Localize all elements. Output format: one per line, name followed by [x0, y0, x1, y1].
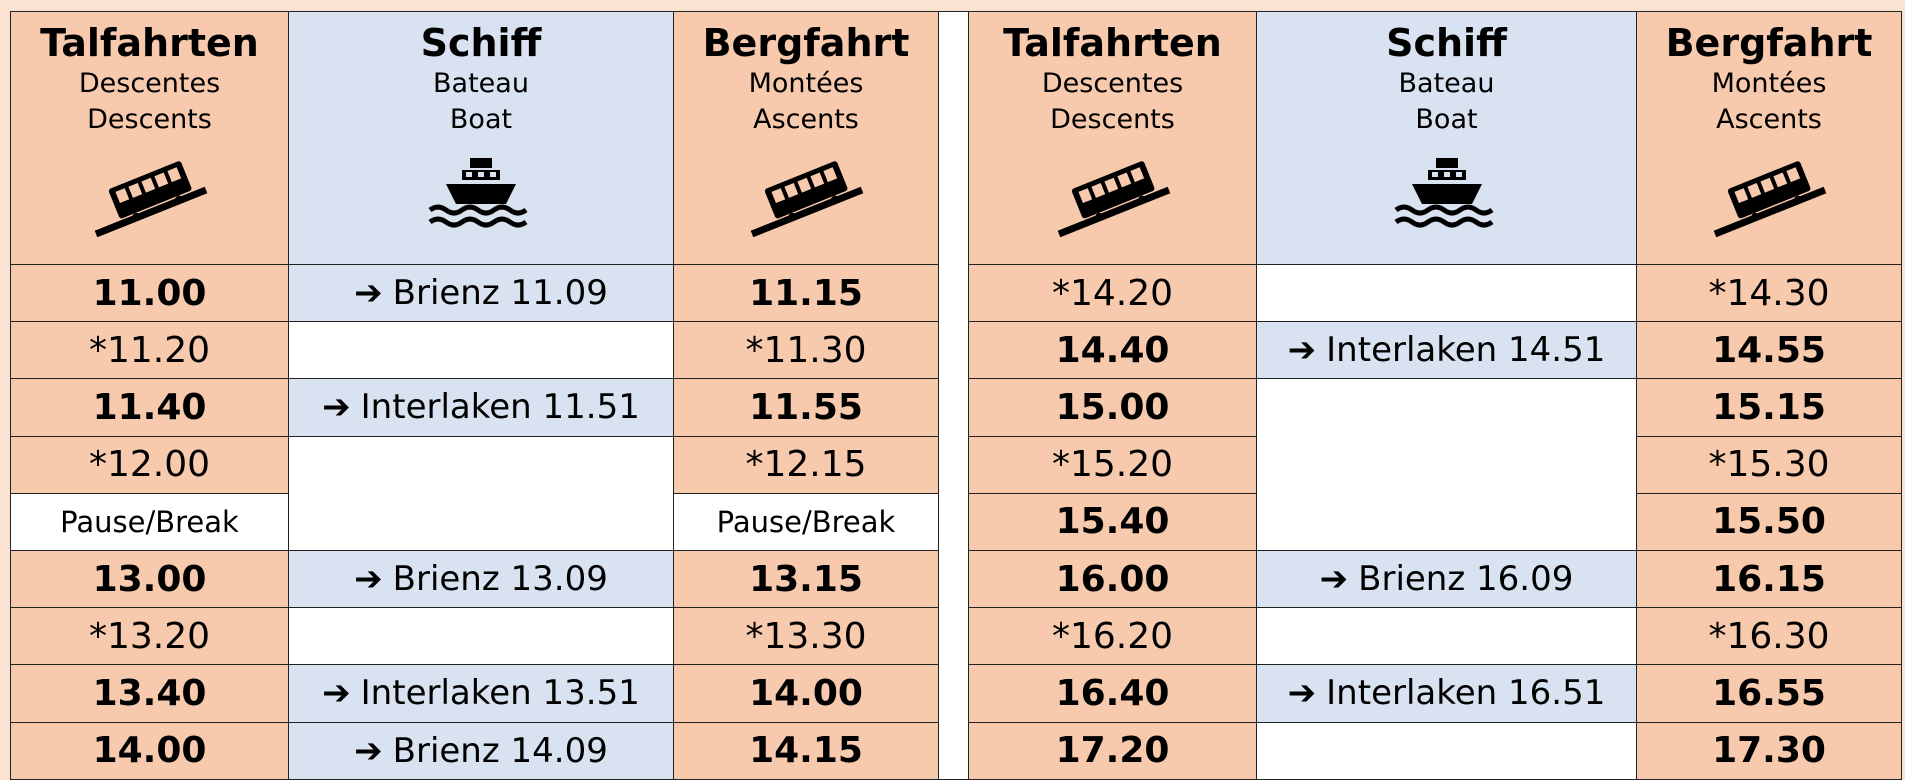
- ascent-time: *13.30: [745, 615, 867, 657]
- boat-empty: [1257, 379, 1637, 551]
- ascent-time: *12.15: [745, 444, 867, 486]
- header-sub-fr: Bateau: [433, 68, 529, 99]
- ascent-time: 11.15: [749, 272, 863, 314]
- descent-time: *14.20: [1051, 272, 1174, 314]
- column-gap: [939, 12, 969, 780]
- header-sub-fr: Montées: [1711, 68, 1827, 99]
- header-title: Talfahrten: [1003, 21, 1222, 65]
- header-title: Schiff: [420, 21, 542, 65]
- boat-empty: [289, 608, 674, 665]
- boat-connection: ➔ Brienz 16.09: [1319, 559, 1574, 600]
- ascent-time: 16.55: [1712, 672, 1826, 714]
- descent-time: *12.00: [88, 444, 211, 486]
- ascent-time: 15.50: [1712, 501, 1826, 543]
- arrow-right-icon: ➔: [354, 730, 383, 771]
- top-border: [0, 0, 1905, 11]
- descent-time: 15.00: [1055, 386, 1170, 428]
- header-sub-en: Boat: [1415, 104, 1478, 135]
- pause-break-label: Pause/Break: [60, 504, 239, 539]
- arrow-right-icon: ➔: [1287, 330, 1317, 371]
- descent-time: *15.20: [1051, 444, 1174, 486]
- descent-time: 16.00: [1055, 558, 1170, 600]
- descent-time: *11.20: [88, 329, 211, 371]
- header-title: Schiff: [1386, 21, 1507, 65]
- header-sub-en: Ascents: [753, 104, 859, 135]
- ascent-time: 15.15: [1712, 386, 1826, 428]
- descent-time: 15.40: [1055, 501, 1170, 543]
- descent-time: 13.40: [92, 672, 207, 714]
- descent-time: 13.00: [92, 558, 207, 600]
- header-sub-en: Boat: [449, 104, 513, 135]
- descent-time: 11.40: [92, 386, 207, 428]
- ascent-time: 14.55: [1712, 329, 1826, 371]
- arrow-right-icon: ➔: [322, 673, 351, 714]
- arrow-right-icon: ➔: [322, 387, 351, 428]
- boat-empty: [289, 322, 674, 379]
- header-sub-en: Descents: [1050, 104, 1175, 135]
- boat-icon: [1392, 152, 1502, 232]
- ascent-time: 14.00: [749, 672, 863, 714]
- ascent-time: *15.30: [1708, 444, 1830, 486]
- header-ascents-right: [1637, 12, 1902, 265]
- timetable: [10, 11, 1902, 780]
- header-sub-fr: Descentes: [78, 68, 221, 99]
- descent-time: 14.00: [92, 730, 207, 772]
- descent-time: 16.40: [1055, 672, 1170, 714]
- ascent-time: 13.15: [749, 558, 863, 600]
- boat-connection: ➔ Interlaken 13.51: [322, 673, 640, 714]
- arrow-right-icon: ➔: [354, 559, 383, 600]
- header-sub-fr: Montées: [748, 68, 864, 99]
- boat-connection: ➔ Interlaken 11.51: [322, 387, 640, 428]
- boat-empty: [1257, 608, 1637, 665]
- boat-connection: ➔ Brienz 11.09: [354, 273, 608, 314]
- header-descents-left: [11, 12, 289, 265]
- ascent-time: 16.15: [1712, 558, 1826, 600]
- descent-time: *13.20: [88, 615, 211, 657]
- boat-connection: ➔ Brienz 14.09: [354, 730, 608, 771]
- descent-time: 14.40: [1055, 329, 1170, 371]
- header-ascents-left: [674, 12, 939, 265]
- ascent-time: *14.30: [1708, 272, 1830, 314]
- boat-connection: ➔ Interlaken 14.51: [1287, 330, 1606, 371]
- header-sub-fr: Bateau: [1398, 68, 1495, 99]
- ascent-time: *16.30: [1708, 615, 1830, 657]
- ascent-time: *11.30: [745, 329, 867, 371]
- funicular-icon: [1053, 152, 1173, 242]
- arrow-right-icon: ➔: [1287, 673, 1317, 714]
- descent-time: 17.20: [1055, 730, 1170, 772]
- header-sub-fr: Descentes: [1041, 68, 1184, 99]
- header-title: Talfahrten: [40, 21, 259, 65]
- boat-icon: [426, 152, 536, 232]
- header-title: Bergfahrt: [1665, 21, 1873, 65]
- arrow-right-icon: ➔: [354, 273, 383, 314]
- header-sub-en: Ascents: [1716, 104, 1822, 135]
- descent-time: *16.20: [1051, 615, 1174, 657]
- boat-empty: [1257, 722, 1637, 779]
- boat-connection: ➔ Interlaken 16.51: [1287, 673, 1606, 714]
- boat-connection: ➔ Brienz 13.09: [354, 559, 608, 600]
- header-descents-right: [969, 12, 1257, 265]
- funicular-icon: [746, 152, 866, 242]
- funicular-icon: [90, 152, 210, 242]
- boat-empty: [289, 436, 674, 550]
- ascent-time: 11.55: [749, 386, 863, 428]
- boat-empty: [1257, 265, 1637, 322]
- header-title: Bergfahrt: [702, 21, 910, 65]
- header-boat-left: [289, 12, 674, 265]
- descent-time: 11.00: [92, 272, 207, 314]
- arrow-right-icon: ➔: [1319, 559, 1349, 600]
- ascent-time: 14.15: [749, 730, 863, 772]
- funicular-icon: [1709, 152, 1829, 242]
- header-boat-right: [1257, 12, 1637, 265]
- ascent-time: 17.30: [1712, 730, 1826, 772]
- header-sub-en: Descents: [87, 104, 212, 135]
- pause-break-label: Pause/Break: [716, 504, 896, 539]
